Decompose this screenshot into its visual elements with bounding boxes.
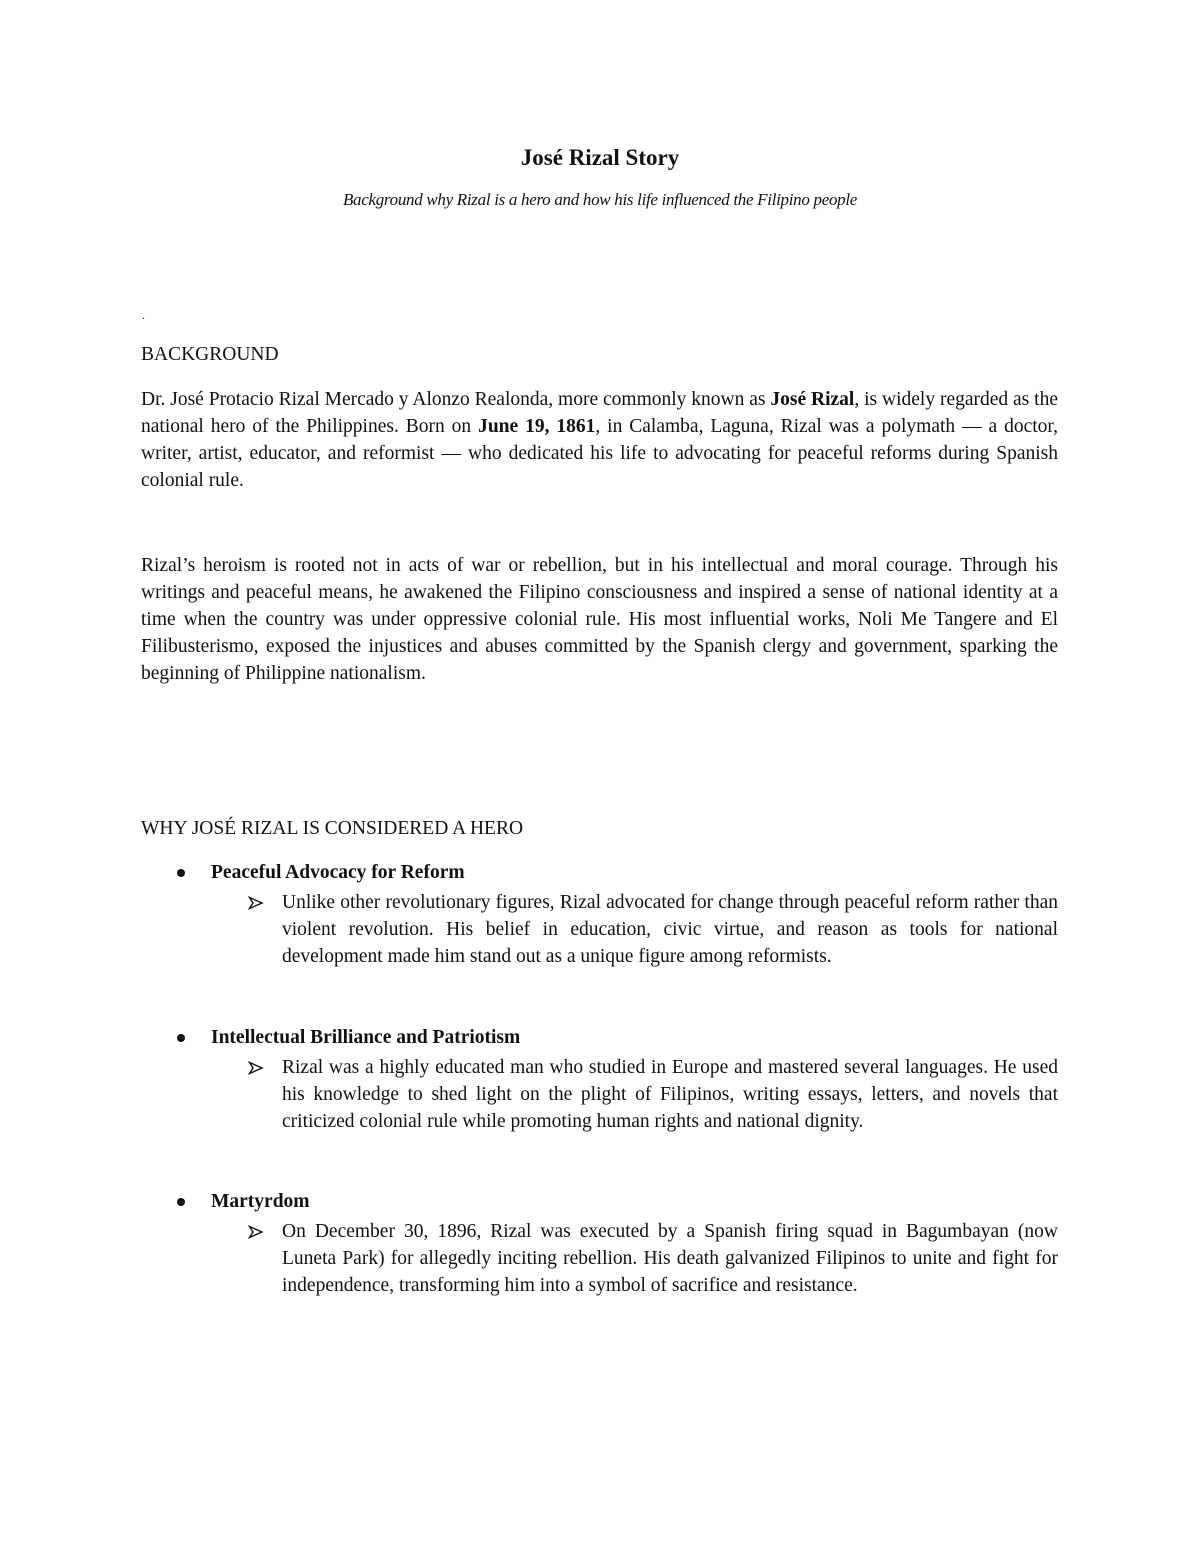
arrowhead-bullet-icon [248,1061,264,1075]
why-hero-heading: WHY JOSÉ RIZAL IS CONSIDERED A HERO [141,818,524,839]
bullet-icon [177,869,185,877]
hero-reason-item [141,859,1058,970]
arrowhead-bullet-icon [248,1225,264,1239]
arrowhead-bullet-icon [248,896,264,910]
background-paragraph-1 [141,386,1058,494]
background-heading: BACKGROUND [141,344,279,365]
bullet-icon [177,1198,185,1206]
hero-reason-item [141,1188,1058,1299]
p1-text-1: Dr. José Protacio Rizal Mercado y Alonzo Realonda, more commonly known as [141,389,771,410]
hero-reason-title: Intellectual Brilliance and Patriotism [211,1027,521,1048]
hero-reason-item [141,1024,1058,1135]
hero-reason-title: Martyrdom [211,1191,310,1212]
hero-reason-text: Rizal was a highly educated man who studied in Europe and mastered several languages. He used his knowledge to shed light on the plight of Filipinos, writing essays, letters, and novels that criticized colonial rule while promoting human rights and national dignity. [282,1057,1058,1132]
p1-bold-date: June 19, 1861 [478,416,596,437]
background-paragraph-2: Rizal’s heroism is rooted not in acts of war or rebellion, but in his intellectual and moral courage. Through his writings and peaceful means, he awakened the Filipino consciousness and inspired a sense of national identity at a time when the country was under oppressive colonial rule. His most influential works, Noli Me Tangere and El Filibusterismo, exposed the injustices and abuses committed by the Spanish clergy and government, sparking the beginning of Philippine nationalism. [141,555,1058,684]
p1-text-3: , in Calamba, Laguna, Rizal was a polymath — a doctor, writer, artist, educator, and reformist — who dedicated his life to advocating for peaceful reforms during Spanish colonial rule. [141,416,1058,491]
hero-reason-title: Peaceful Advocacy for Reform [211,862,465,883]
document-title: José Rizal Story [520,145,680,170]
p1-text-2: , is widely regarded as the national hero of the Philippines. Born on [141,389,1058,437]
stray-period: . [142,308,145,322]
hero-reason-text: Unlike other revolutionary figures, Rizal advocated for change through peaceful reform rather than violent revolution. His belief in education, civic virtue, and reason as tools for national development made him stand out as a unique figure among reformists. [282,892,1058,967]
p1-bold-name: José Rizal [770,389,855,410]
bullet-icon [177,1034,185,1042]
hero-reason-text: On December 30, 1896, Rizal was executed by a Spanish firing squad in Bagumbayan (now Luneta Park) for allegedly inciting rebellion. His death galvanized Filipinos to unite and fight for independence, transforming him into a symbol of sacrifice and resistance. [282,1221,1058,1296]
document-subtitle: Background why Rizal is a hero and how his life influenced the Filipino people [342,190,858,209]
